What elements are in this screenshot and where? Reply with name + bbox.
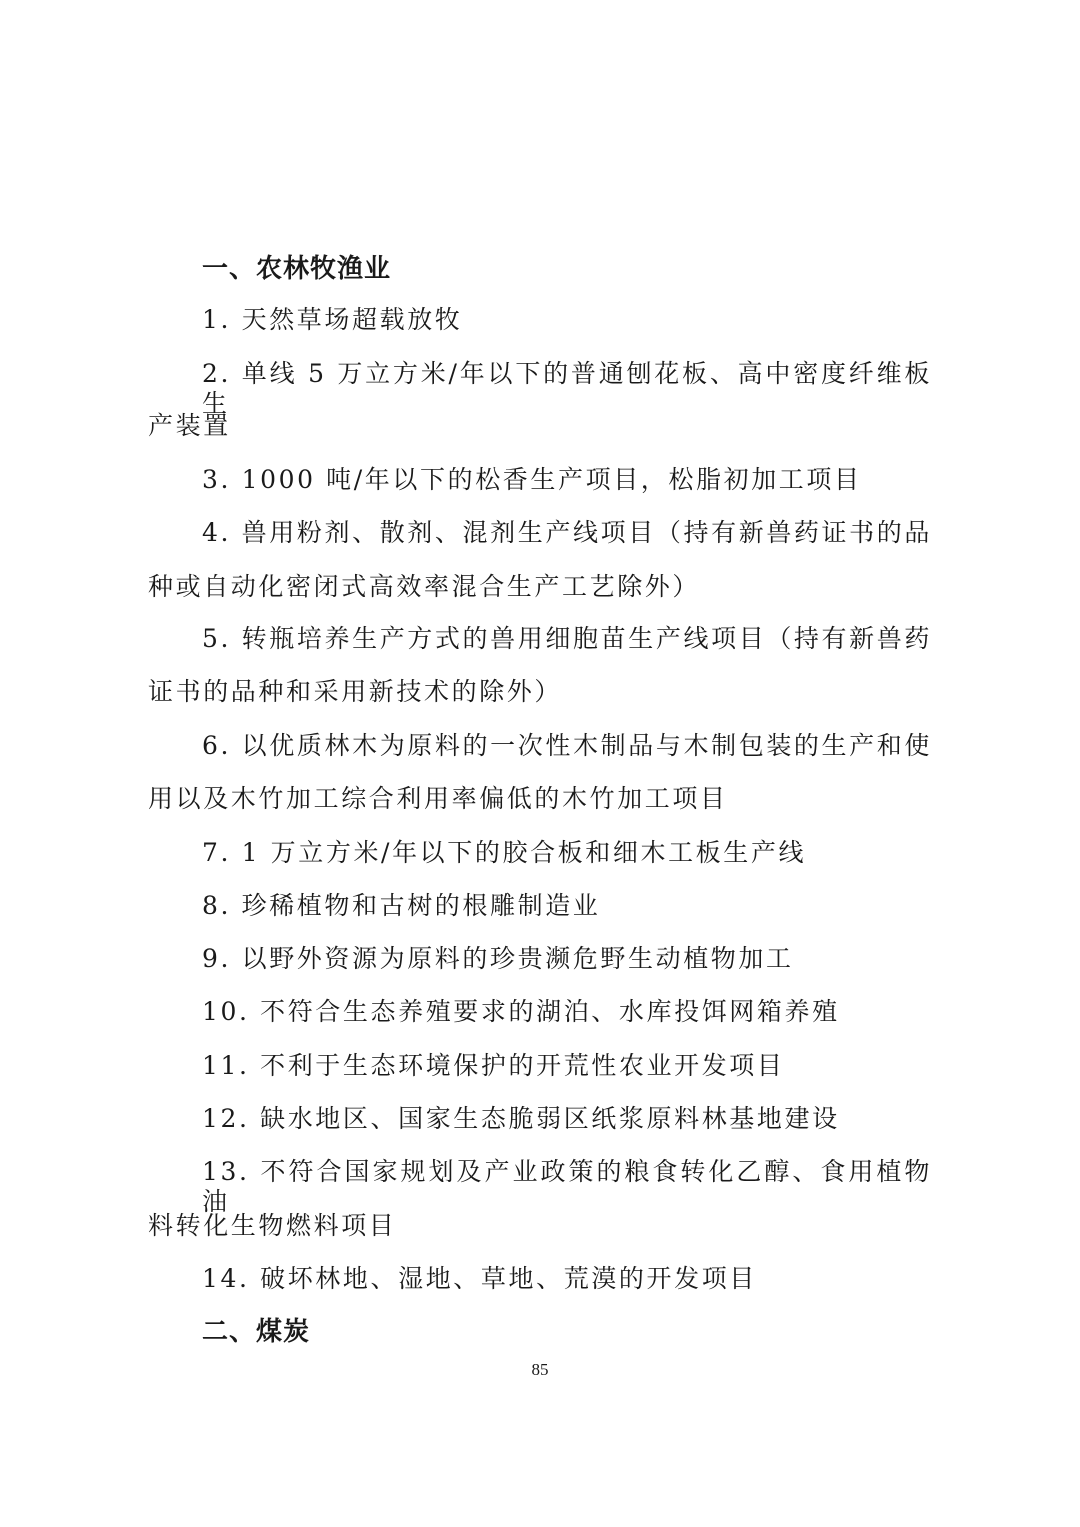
- list-item-6-line-2: 用以及木竹加工综合利用率偏低的木竹加工项目: [148, 784, 728, 813]
- list-item-5-line-2: 证书的品种和采用新技术的除外）: [148, 677, 563, 706]
- list-item-11: 11. 不利于生态环境保护的开荒性农业开发项目: [202, 1051, 785, 1080]
- list-item-10: 10. 不符合生态养殖要求的湖泊、水库投饵网箱养殖: [202, 997, 840, 1026]
- list-item-13-line-2: 料转化生物燃料项目: [148, 1211, 397, 1240]
- list-item-14: 14. 破坏林地、湿地、草地、荒漠的开发项目: [202, 1264, 757, 1293]
- list-item-4-line-2: 种或自动化密闭式高效率混合生产工艺除外）: [148, 572, 701, 601]
- list-item-9: 9. 以野外资源为原料的珍贵濒危野生动植物加工: [202, 944, 794, 973]
- list-item-5-line-1: 5. 转瓶培养生产方式的兽用细胞苗生产线项目（持有新兽药: [202, 624, 932, 653]
- list-item-13-line-1: 13. 不符合国家规划及产业政策的粮食转化乙醇、食用植物油: [202, 1157, 932, 1216]
- list-item-2-line-1: 2. 单线 5 万立方米/年以下的普通刨花板、高中密度纤维板生: [202, 359, 932, 418]
- list-item-2-line-2: 产装置: [148, 411, 231, 440]
- list-item-3: 3. 1000 吨/年以下的松香生产项目，松脂初加工项目: [202, 465, 862, 494]
- list-item-8: 8. 珍稀植物和古树的根雕制造业: [202, 891, 601, 920]
- list-item-7: 7. 1 万立方米/年以下的胶合板和细木工板生产线: [202, 838, 807, 867]
- page-number: 85: [531, 1360, 549, 1379]
- list-item-1: 1. 天然草场超载放牧: [202, 305, 463, 334]
- section-heading-coal: 二、煤炭: [202, 1317, 311, 1347]
- list-item-6-line-1: 6. 以优质林木为原料的一次性木制品与木制包装的生产和使: [202, 731, 932, 760]
- section-heading-agriculture: 一、农林牧渔业: [202, 254, 392, 284]
- list-item-12: 12. 缺水地区、国家生态脆弱区纸浆原料林基地建设: [202, 1104, 840, 1133]
- list-item-4-line-1: 4. 兽用粉剂、散剂、混剂生产线项目（持有新兽药证书的品: [202, 518, 932, 547]
